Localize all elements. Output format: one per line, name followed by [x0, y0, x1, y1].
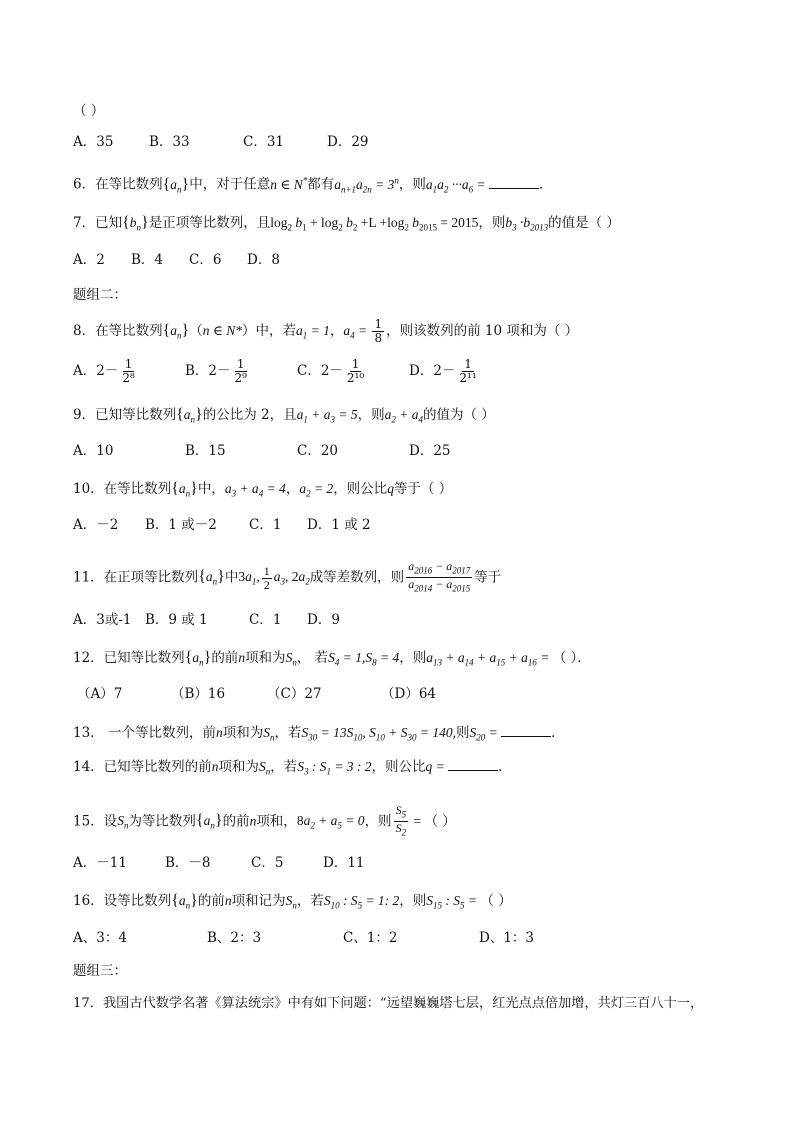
- q16-ratio: $S_{15}$ : $S_5$ =: [426, 893, 481, 911]
- option-a: A．－11: [73, 855, 127, 871]
- option-b: B．2－ $\frac{1}{\text{2⁹}}$: [185, 357, 247, 385]
- q12-text-6: （ ）．: [552, 650, 591, 666]
- q8-text-3: ）中，若: [241, 323, 296, 339]
- q9-seq: $\{a_n\}$: [176, 406, 203, 425]
- q12-text-3: 项和为: [245, 650, 286, 666]
- q11-text-2: 中: [224, 569, 239, 586]
- option-a: A．2: [73, 252, 105, 268]
- q6-seq: $\{a_n\}$: [162, 175, 190, 195]
- q13-text-4: 则: [455, 725, 470, 741]
- question-13: [73, 722, 565, 748]
- q15-text-5: ，则: [364, 813, 392, 830]
- q12-cond: $S_4 = 1,S_8 = 4$: [328, 650, 400, 668]
- q15-text-6: （ ）: [424, 813, 456, 830]
- answer-blank[interactable]: [489, 174, 539, 189]
- question-17: 17．我国古代数学名著《算法统宗》中有如下问题：“远望巍巍塔七层，红光点点倍加增，共灯三百八十一，: [73, 996, 704, 1011]
- option-c: C．1: [249, 612, 282, 628]
- option-a: A、3：4: [73, 930, 127, 946]
- q12-sum: $a_{13} + a_{14} + a_{15} + a_{16}$ =: [426, 650, 553, 668]
- q16-text-5: ，则: [399, 893, 427, 909]
- answer-bracket: （ ）: [73, 103, 105, 119]
- options-q7: [73, 250, 280, 270]
- q8-text-1: 8．在等比数列: [73, 323, 163, 339]
- q16-text-2: 的前: [197, 893, 225, 909]
- q12-sn: $S_n$: [285, 650, 297, 668]
- options-q5: [73, 132, 369, 152]
- q9-sum: $a_2 + a_4$: [384, 407, 423, 425]
- q13-text-5: ．: [551, 725, 565, 741]
- q15-sn: $S_n$: [117, 813, 129, 832]
- question-7: [73, 213, 620, 238]
- options-q16: [73, 928, 534, 948]
- q8-seq: $\{a_n\}$: [162, 322, 190, 341]
- q16-text-3: 项和记为: [231, 893, 286, 909]
- q16-n: n: [224, 893, 232, 908]
- q9-text-3: ，则: [357, 407, 385, 423]
- q6-text-3: 都有: [307, 176, 335, 193]
- q7-prod: $b_3 \cdot b_{2013}$: [505, 215, 549, 233]
- options-q12: [77, 684, 436, 704]
- question-15: 15．设$S_n$为等比数列$\{a_n\}$的前n项和，$8a_2 + a_5 = 0$，则 $\frac{S_5}{S_2}$ = （ ）: [73, 803, 456, 838]
- option-d: D．29: [327, 134, 369, 150]
- q16-text-1: 16．设等比数列: [73, 893, 172, 909]
- q16-seq: $\{a_n\}$: [171, 892, 198, 911]
- option-d: D．25: [409, 443, 451, 459]
- option-d: D、1：3: [479, 930, 535, 946]
- question-9: [73, 405, 495, 430]
- q15-n: n: [249, 813, 257, 829]
- option-a: A．2－ $\frac{1}{\text{2⁸}}$: [73, 357, 135, 385]
- option-a: A．3或-1: [73, 612, 132, 628]
- q14-text-2: 项和为: [218, 759, 259, 775]
- q9-text-1: 9．已知等比数列: [73, 407, 177, 423]
- q6-text-1: 6．在等比数列: [73, 176, 163, 193]
- options-q10: [73, 515, 371, 535]
- question-12: [73, 648, 591, 673]
- option-b: B．9 或 1: [145, 612, 208, 628]
- q14-n: n: [211, 759, 219, 774]
- q14-text-5: ．: [498, 759, 512, 775]
- q6-cond: n ∈ N*: [270, 175, 308, 192]
- option-a: A．－2: [73, 517, 119, 533]
- option-a: （A）7: [77, 686, 123, 702]
- option-b: B．33: [149, 134, 190, 150]
- q13-s20: $S_{20}$ =: [469, 725, 502, 743]
- q10-text-5: 等于（ ）: [393, 481, 453, 497]
- q9-text-2: 的公比为 2，且: [202, 407, 297, 423]
- q10-eq2: $a_2 = 2$: [299, 481, 334, 499]
- option-c: C．1: [249, 517, 282, 533]
- question-10: [73, 479, 452, 504]
- option-b: B．－8: [165, 855, 211, 871]
- q16-sn: $S_n$: [285, 893, 297, 911]
- q15-seq: $\{a_n\}$: [195, 812, 223, 832]
- option-d: （D）64: [381, 686, 437, 702]
- q6-eq: $a_{n+1}a_{2n} = 3^n$: [334, 175, 399, 195]
- q13-text-2: 项和为: [222, 725, 264, 741]
- option-b: B．4: [131, 252, 164, 268]
- option-c: C．20: [297, 443, 339, 459]
- q10-text-3: ，: [285, 481, 300, 497]
- option-d: D．1 或 2: [307, 517, 371, 533]
- q10-text-2: 中，: [197, 481, 225, 497]
- q8-fraction: $\frac{1}{8}$: [374, 317, 383, 345]
- q14-text-1: 14．已知等比数列的前: [73, 759, 212, 775]
- q13-n: n: [215, 725, 223, 740]
- option-b: B．15: [185, 443, 226, 459]
- q11-text-4: 等于: [474, 569, 502, 586]
- option-b: B．1 或－2: [145, 517, 217, 533]
- options-q8: [73, 358, 481, 385]
- option-d: D．8: [247, 252, 280, 268]
- option-a: A．35: [73, 134, 114, 150]
- q12-text-4: ， 若: [296, 650, 329, 666]
- q7-eq: $\log_2 b_1 + \log_2 b_2 +L +\log_2$ $b_{2015} = 2015$: [270, 215, 479, 233]
- q10-q: q: [387, 481, 394, 496]
- q6-text-4: ，则: [398, 176, 426, 193]
- option-c: C．31: [243, 134, 285, 150]
- q9-text-4: 的值为（ ）: [422, 407, 495, 423]
- q6-text-5: ．: [539, 176, 553, 193]
- option-d: D．9: [307, 612, 340, 628]
- q8-text-2: （: [189, 323, 203, 339]
- q12-text-5: ，则: [399, 650, 427, 666]
- group-3-heading: 题组三：: [73, 963, 127, 979]
- q15-text-2: 为等比数列: [128, 813, 196, 830]
- q13-sn: $S_n$: [263, 725, 275, 743]
- q14-q: q =: [425, 759, 449, 774]
- answer-blank[interactable]: [501, 722, 551, 737]
- q7-text-2: 是正项等比数列，且: [148, 215, 271, 231]
- q12-text-1: 12．已知等比数列: [73, 650, 185, 666]
- question-16: [73, 891, 512, 916]
- q14-text-4: ，则公比: [371, 759, 426, 775]
- options-q15: [73, 853, 365, 873]
- question-11: [73, 560, 501, 596]
- option-d: D．11: [323, 855, 365, 871]
- q6-text-2: 中，对于任意: [189, 176, 271, 193]
- option-c: C、1：2: [343, 930, 398, 946]
- q13-text-3: ，若: [274, 725, 302, 741]
- q16-text-4: ，若: [296, 893, 324, 909]
- option-c: C．2－ $\frac{1}{\text{2¹⁰}}$: [297, 357, 365, 385]
- q8-a1: $a_1 = 1$: [295, 323, 330, 341]
- option-c: C．6: [189, 252, 222, 268]
- q7-seq: $\{b_n\}$: [122, 214, 149, 233]
- q11-text-3: 成等差数列，则: [309, 569, 405, 586]
- options-q9: [73, 441, 451, 461]
- q14-cond: $S_3$ : $S_1 = 3$ : 2: [297, 759, 372, 777]
- q11-seq: $\{a_n\}$: [198, 568, 225, 588]
- question-6: [73, 170, 553, 199]
- q11-ratio: $\frac{a_{2016} - a_{2017}}{a_{2014} - a_{2015}}$: [408, 559, 471, 594]
- q15-ratio: $\frac{S_5}{S_2}$: [395, 803, 407, 838]
- q15-eq: $8a_2 + a_5 = 0$: [296, 813, 365, 832]
- q15-text-3: 的前: [222, 813, 250, 830]
- q13-text-1: 13． 一个等比数列，前: [73, 725, 216, 741]
- q8-text-4: ，: [329, 323, 344, 339]
- q7-text-3: ，则: [478, 215, 506, 231]
- q7-text-4: 的值是（ ）: [548, 215, 620, 231]
- q15-text-4: 项和，: [256, 813, 297, 830]
- option-a: A．10: [73, 443, 114, 459]
- q16-cond: $S_{10}$ : $S_5 = 1$: 2: [323, 893, 400, 911]
- q6-prod: $a_1a_2 \cdot\cdot\cdot a_6$ =: [425, 176, 490, 195]
- q10-text-1: 10．在等比数列: [73, 481, 172, 497]
- q12-text-2: 的前: [211, 650, 239, 666]
- q7-text-1: 7．已知: [73, 215, 123, 231]
- q14-sn: $S_n$: [258, 759, 271, 777]
- question-8: [73, 318, 578, 346]
- option-c: （C）27: [267, 686, 322, 702]
- q11-text-1: 11．在正项等比数列: [73, 569, 199, 586]
- q10-eq1: $a_3 + a_4 = 4$: [224, 481, 286, 499]
- group-2-heading: 题组二：: [73, 287, 127, 303]
- q13-cond: $S_{30} = 13S_{10}$, $S_{10} + S_{30} = 140$,: [301, 725, 456, 743]
- q16-text-6: （ ）: [480, 893, 512, 909]
- options-q11: [73, 610, 340, 630]
- q9-eq: $a_1 + a_3 = 5$: [296, 407, 358, 425]
- q8-cond: n ∈ N*: [202, 323, 242, 338]
- q10-seq: $\{a_n\}$: [171, 480, 198, 499]
- option-d: D．2－ $\frac{1}{\text{2¹¹}}$: [409, 357, 477, 385]
- option-c: C．5: [251, 855, 284, 871]
- q12-n: n: [238, 650, 246, 665]
- option-b: B、2：3: [207, 930, 262, 946]
- q14-text-3: ，若: [270, 759, 298, 775]
- q11-terms: $3a_1$, $\frac{1}{2}$ $a_3$, $2a_2$: [238, 563, 310, 592]
- q10-text-4: ，则公比: [333, 481, 388, 497]
- q8-text-5: ，则该数列的前 10 项和为（ ）: [386, 323, 579, 339]
- answer-blank[interactable]: [448, 756, 498, 771]
- q8-a4: $a_4$ =: [343, 323, 371, 341]
- q15-text-1: 15．设: [73, 813, 118, 830]
- option-b: （B）16: [171, 686, 226, 702]
- q12-seq: $\{a_n\}$: [184, 649, 212, 668]
- question-14: [73, 756, 512, 782]
